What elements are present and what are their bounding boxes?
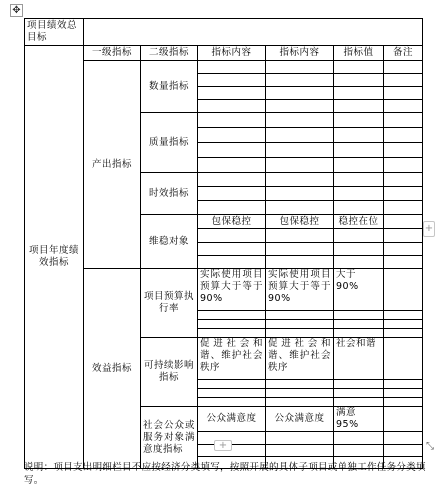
table-cell[interactable] <box>384 100 423 113</box>
table-cell[interactable] <box>384 311 423 320</box>
add-column-button[interactable]: + <box>423 221 435 237</box>
table-cell[interactable] <box>334 380 384 389</box>
table-cell[interactable] <box>334 398 384 407</box>
budget-content-1[interactable]: 实际使用项目预算大于等于 90% <box>198 269 266 311</box>
sustainability-value[interactable]: 社会和谐 <box>334 338 384 380</box>
table-cell[interactable] <box>384 269 423 311</box>
table-cell[interactable] <box>334 311 384 320</box>
table-cell[interactable] <box>334 320 384 329</box>
table-cell[interactable] <box>266 329 334 338</box>
table-cell[interactable] <box>266 256 334 269</box>
sustainability-label: 可持续影响指标 <box>141 338 198 407</box>
table-cell[interactable] <box>384 432 423 445</box>
header-level1: 一级指标 <box>84 46 141 61</box>
performance-goal-table <box>24 18 423 469</box>
sustainability-content-1[interactable]: 促进社会和谐、维护社会秩序 <box>198 338 266 380</box>
table-cell[interactable] <box>384 74 423 87</box>
table-cell[interactable] <box>384 407 423 432</box>
table-cell[interactable] <box>384 445 423 457</box>
table-cell[interactable] <box>266 201 334 215</box>
sustainability-content-2[interactable]: 促进社会和谐、维护社会秩序 <box>266 338 334 380</box>
table-cell[interactable] <box>334 229 384 243</box>
table-cell[interactable] <box>198 311 266 320</box>
table-cell[interactable] <box>198 398 266 407</box>
table-cell[interactable] <box>384 215 423 229</box>
quantity-indicator-label: 数量指标 <box>141 61 198 113</box>
table-cell[interactable] <box>266 229 334 243</box>
table-cell[interactable] <box>266 432 334 445</box>
table-cell[interactable] <box>334 113 384 128</box>
overall-goal-label: 项目绩效总目标 <box>25 19 84 46</box>
table-cell[interactable] <box>384 61 423 74</box>
table-cell[interactable] <box>198 61 266 74</box>
stability-content-1[interactable]: 包保稳控 <box>198 215 266 229</box>
budget-execution-label: 项目预算执行率 <box>141 269 198 338</box>
table-cell[interactable] <box>198 100 266 113</box>
table-cell[interactable] <box>266 320 334 329</box>
table-cell[interactable] <box>266 100 334 113</box>
table-cell[interactable] <box>266 445 334 457</box>
table-cell[interactable] <box>384 243 423 256</box>
table-cell[interactable] <box>266 243 334 256</box>
table-cell[interactable] <box>384 320 423 329</box>
table-cell[interactable] <box>198 143 266 158</box>
table-cell[interactable] <box>334 143 384 158</box>
footnote: 说明：项目支出明细栏目不应按经济分类填写，按照开展的具体子项目或单独工作任务分类填写。 <box>24 462 426 486</box>
stability-value[interactable]: 稳控在位 <box>334 215 384 229</box>
table-cell[interactable] <box>384 229 423 243</box>
overall-goal-cell[interactable] <box>84 19 423 46</box>
header-level2: 二级指标 <box>141 46 198 61</box>
table-cell[interactable] <box>266 398 334 407</box>
table-cell[interactable] <box>198 243 266 256</box>
table-cell[interactable] <box>384 256 423 269</box>
table-cell[interactable] <box>384 380 423 389</box>
table-cell[interactable] <box>266 389 334 398</box>
table-cell[interactable] <box>334 329 384 338</box>
table-cell[interactable] <box>384 389 423 398</box>
table-cell[interactable] <box>198 173 266 187</box>
table-cell[interactable] <box>198 158 266 173</box>
table-cell[interactable] <box>266 158 334 173</box>
table-cell[interactable] <box>334 256 384 269</box>
table-cell[interactable] <box>266 380 334 389</box>
table-cell[interactable] <box>334 445 384 457</box>
table-cell[interactable] <box>384 87 423 100</box>
table-cell[interactable] <box>334 243 384 256</box>
table-move-handle-icon[interactable]: ✥ <box>10 4 23 17</box>
benefit-indicator-label: 效益指标 <box>84 269 141 469</box>
header-content-1: 指标内容 <box>198 46 266 61</box>
table-cell[interactable] <box>334 61 384 74</box>
table-cell[interactable] <box>384 128 423 143</box>
table-cell[interactable] <box>198 389 266 398</box>
table-resize-icon[interactable]: ⤡ <box>426 441 434 452</box>
budget-value[interactable]: 大于 90% <box>334 269 384 311</box>
satisfaction-content-2[interactable]: 公众满意度 <box>266 407 334 432</box>
table-cell[interactable] <box>266 143 334 158</box>
table-cell[interactable] <box>384 201 423 215</box>
table-cell[interactable] <box>334 187 384 201</box>
table-cell[interactable] <box>266 173 334 187</box>
stability-content-2[interactable]: 包保稳控 <box>266 215 334 229</box>
table-cell[interactable] <box>334 100 384 113</box>
table-cell[interactable] <box>266 61 334 74</box>
table-cell[interactable] <box>198 320 266 329</box>
add-row-button[interactable]: + <box>214 440 232 451</box>
table-cell[interactable] <box>266 311 334 320</box>
table-cell[interactable] <box>198 128 266 143</box>
table-cell[interactable] <box>198 229 266 243</box>
annual-indicator-label: 项目年度绩效指标 <box>25 46 84 469</box>
table-cell[interactable] <box>266 187 334 201</box>
table-cell[interactable] <box>198 201 266 215</box>
budget-content-2[interactable]: 实际使用项目预算大于等于 90% <box>266 269 334 311</box>
table-cell[interactable] <box>384 329 423 338</box>
table-cell[interactable] <box>384 143 423 158</box>
table-cell[interactable] <box>266 87 334 100</box>
table-cell[interactable] <box>198 87 266 100</box>
table-cell[interactable] <box>384 187 423 201</box>
table-cell[interactable] <box>198 187 266 201</box>
table-cell[interactable] <box>334 389 384 398</box>
table-cell[interactable] <box>334 128 384 143</box>
table-cell[interactable] <box>384 398 423 407</box>
table-cell[interactable] <box>334 173 384 187</box>
table-cell[interactable] <box>334 432 384 445</box>
table-cell[interactable] <box>334 87 384 100</box>
header-value: 指标值 <box>334 46 384 61</box>
satisfaction-label: 社会公众或服务对象满意度指标 <box>141 407 198 469</box>
table-cell[interactable] <box>266 74 334 87</box>
output-indicator-label: 产出指标 <box>84 61 141 269</box>
table-cell[interactable] <box>198 329 266 338</box>
table-cell[interactable] <box>266 128 334 143</box>
table-cell[interactable] <box>384 113 423 128</box>
stability-target-label: 维稳对象 <box>141 215 198 269</box>
table-cell[interactable] <box>384 173 423 187</box>
table-cell[interactable] <box>198 256 266 269</box>
table-cell[interactable] <box>384 338 423 380</box>
timeliness-indicator-label: 时效指标 <box>141 173 198 215</box>
header-remark: 备注 <box>384 46 423 61</box>
table-cell[interactable] <box>198 113 266 128</box>
table-cell[interactable] <box>384 158 423 173</box>
quality-indicator-label: 质量指标 <box>141 113 198 173</box>
table-cell[interactable] <box>266 113 334 128</box>
header-content-2: 指标内容 <box>266 46 334 61</box>
satisfaction-content-1[interactable]: 公众满意度 <box>198 407 266 432</box>
table-cell[interactable] <box>198 380 266 389</box>
satisfaction-value[interactable]: 满意 95% <box>334 407 384 432</box>
table-cell[interactable] <box>334 201 384 215</box>
table-cell[interactable] <box>334 74 384 87</box>
table-cell[interactable] <box>334 158 384 173</box>
table-cell[interactable] <box>198 74 266 87</box>
